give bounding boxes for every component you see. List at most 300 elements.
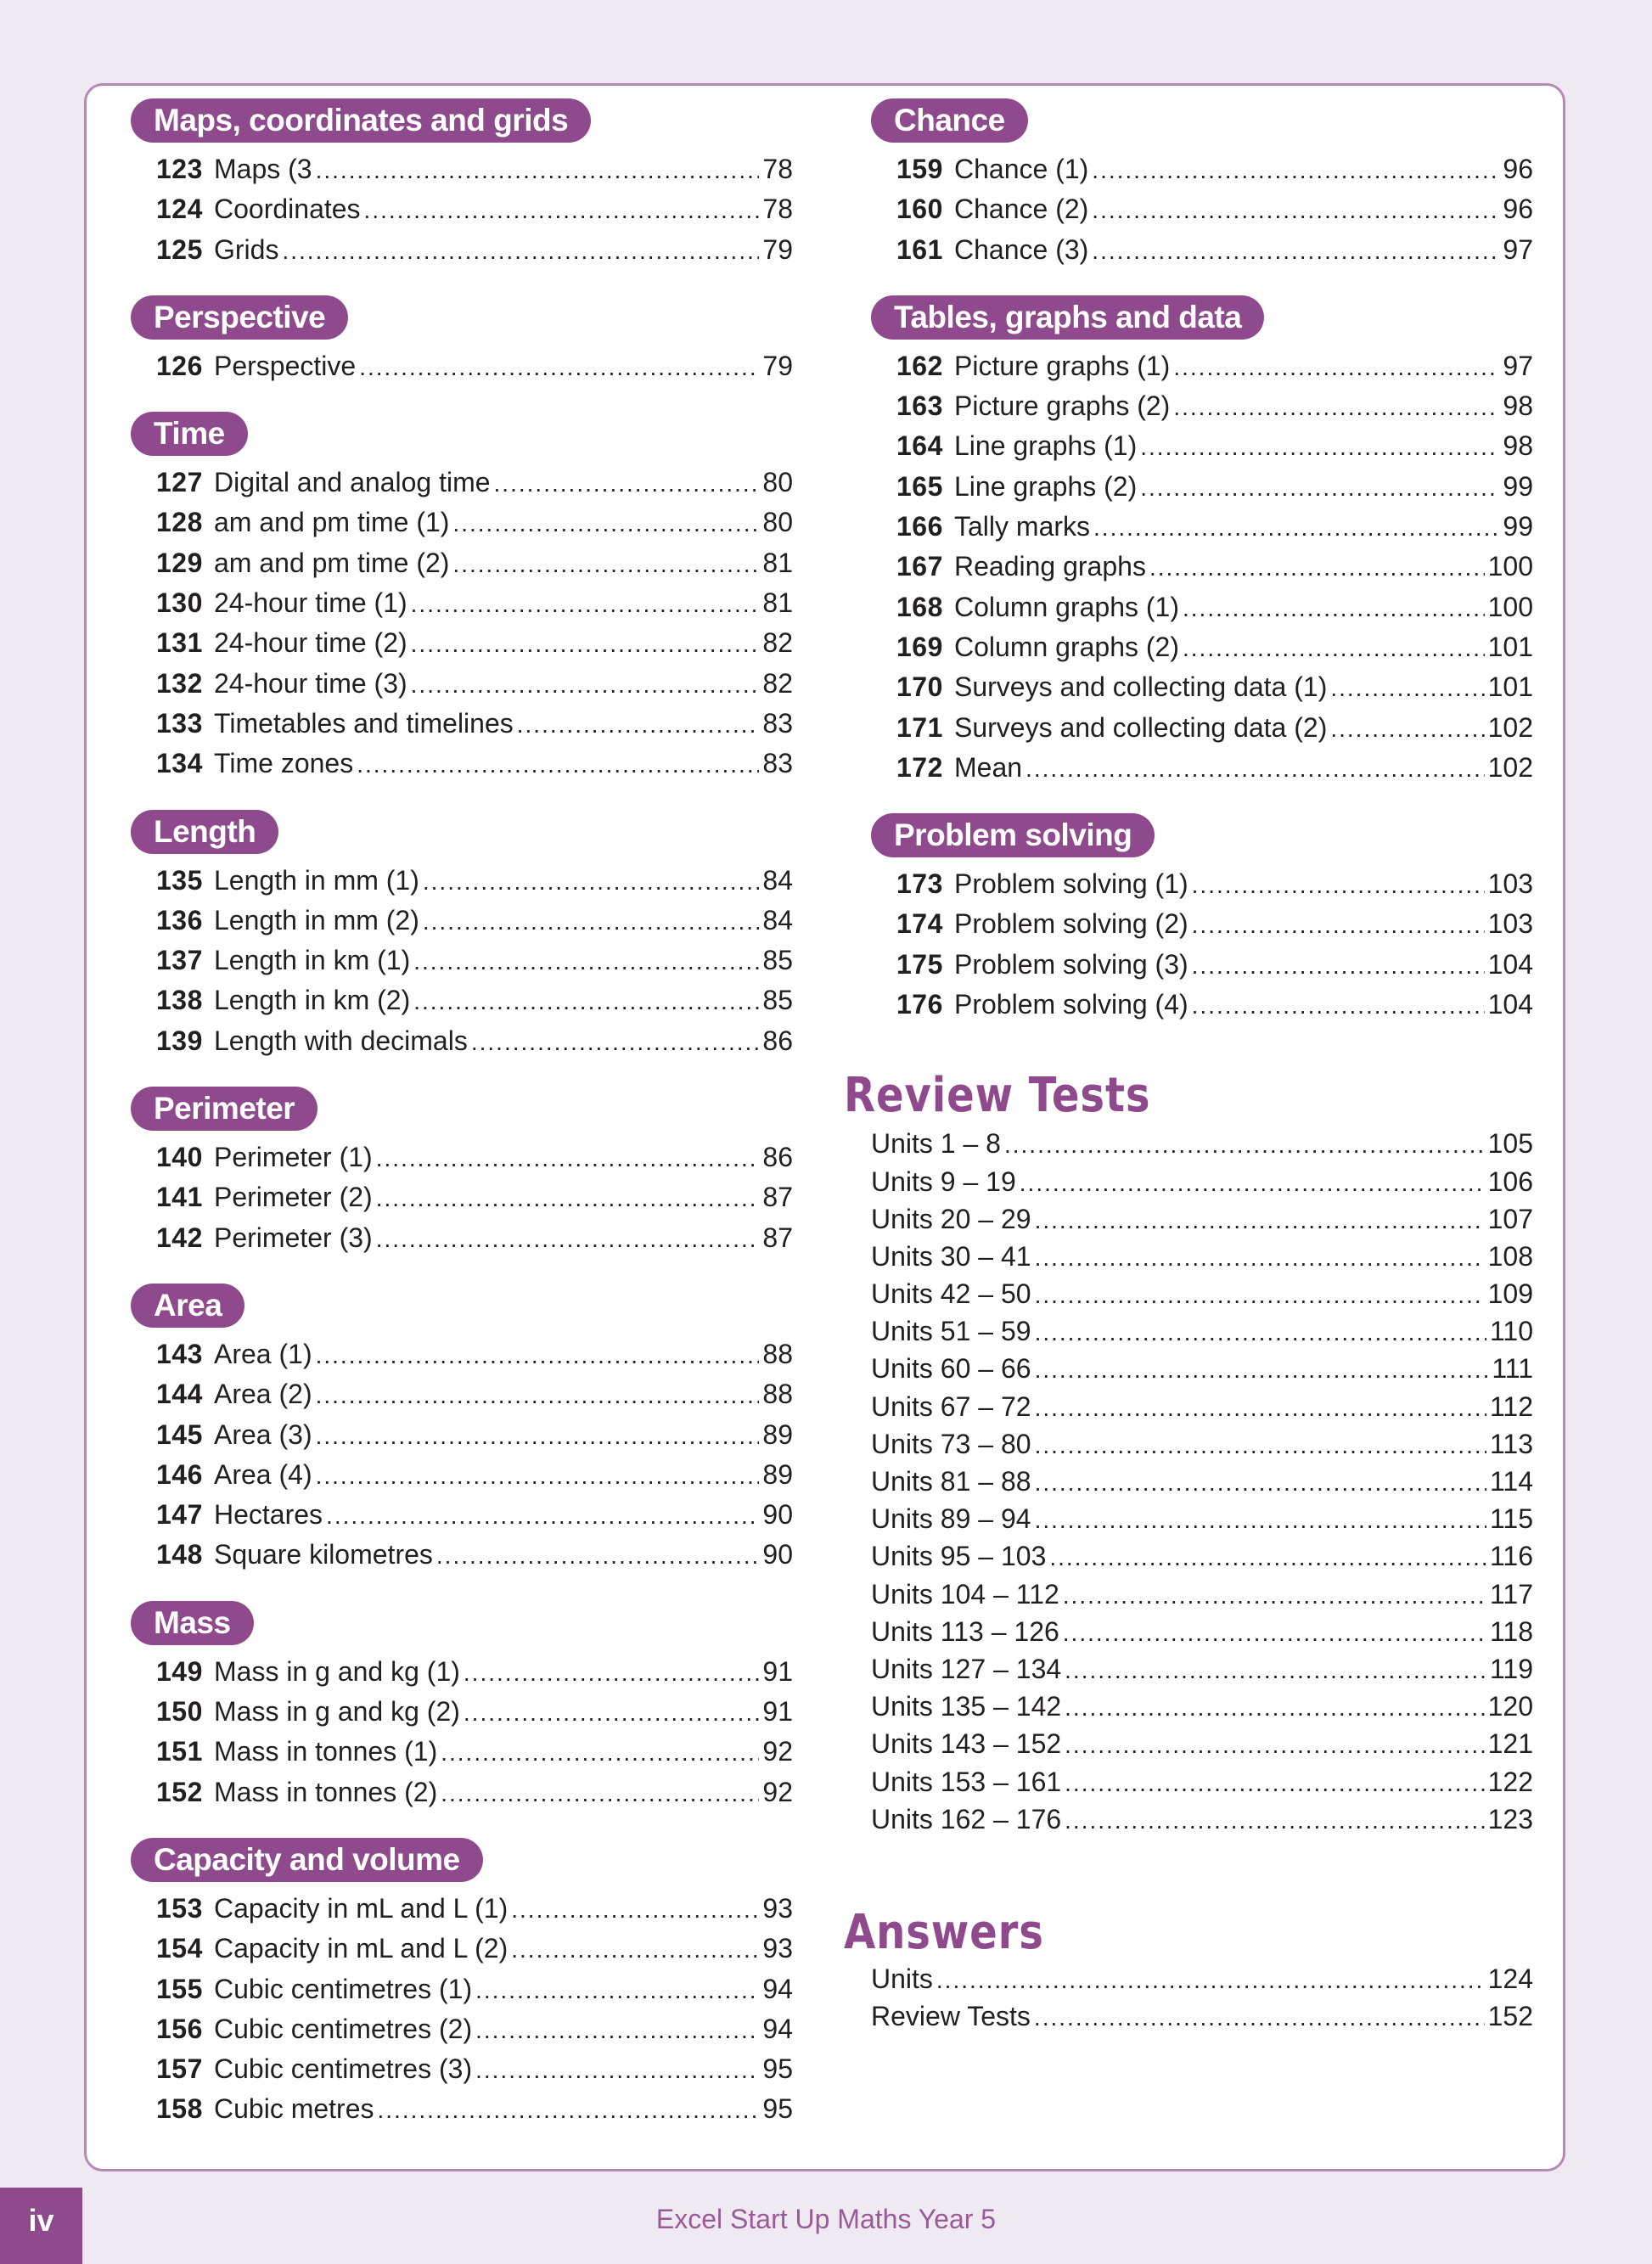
entry-title: Chance (1) xyxy=(954,154,1089,184)
dot-leader xyxy=(452,544,759,584)
entry-title: Problem solving (4) xyxy=(954,989,1188,1020)
page-number-ref: 90 xyxy=(762,1499,793,1531)
toc-entry xyxy=(156,1692,793,1732)
unit-number: 170 xyxy=(896,671,943,703)
page-number-ref: 97 xyxy=(1503,350,1533,381)
toc-entry xyxy=(871,1650,1533,1688)
review-tests-heading: Review Tests xyxy=(844,1068,1151,1124)
toc-entry xyxy=(871,1275,1533,1312)
page-number-ref: 87 xyxy=(762,1222,793,1253)
unit-number: 162 xyxy=(896,350,943,381)
page-number-ref: 95 xyxy=(762,2053,793,2085)
dot-leader xyxy=(1173,347,1499,387)
entry-title: Grids xyxy=(214,233,279,265)
section-entries xyxy=(871,346,1533,788)
toc-entry xyxy=(156,230,793,270)
page-number-ref: 111 xyxy=(1492,1353,1533,1385)
dot-leader xyxy=(1092,231,1499,271)
toc-entry xyxy=(156,664,793,704)
entry-title: Length with decimals xyxy=(214,1025,468,1056)
unit-number: 127 xyxy=(156,467,203,498)
entry-title: Tally marks xyxy=(954,511,1091,542)
toc-entry xyxy=(156,1218,793,1258)
unit-number: 163 xyxy=(896,390,943,422)
toc-entry xyxy=(896,346,1533,386)
contents-section xyxy=(871,813,1533,1025)
toc-entry xyxy=(156,1138,793,1177)
dot-leader xyxy=(441,1733,759,1772)
page-number-ref: 112 xyxy=(1489,1390,1533,1422)
toc-entry xyxy=(156,941,793,980)
section-entries xyxy=(131,346,793,386)
section-heading-pill: Maps, coordinates and grids xyxy=(131,98,591,143)
dot-leader xyxy=(282,231,759,271)
unit-number: 169 xyxy=(896,631,943,662)
dot-leader xyxy=(1004,1126,1485,1164)
unit-number: 157 xyxy=(156,2053,203,2085)
page-number-ref: 92 xyxy=(762,1776,793,1807)
entry-title: Digital and analog time xyxy=(214,467,491,498)
dot-leader xyxy=(376,1178,760,1218)
page-number-ref: 91 xyxy=(762,1696,793,1727)
page-number-ref: 122 xyxy=(1487,1766,1533,1797)
page-number-ref: 97 xyxy=(1503,233,1533,265)
unit-number: 142 xyxy=(156,1222,203,1253)
section-entries xyxy=(871,864,1533,1025)
unit-number: 147 xyxy=(156,1499,203,1531)
entry-title: Mass in tonnes (1) xyxy=(214,1736,438,1767)
unit-number: 161 xyxy=(896,233,943,265)
page-number-ref: 109 xyxy=(1487,1278,1533,1310)
toc-entry xyxy=(156,1455,793,1495)
toc-entry xyxy=(896,904,1533,944)
dot-leader xyxy=(1065,1765,1484,1802)
review-tests-list xyxy=(844,1125,1533,1838)
dot-leader xyxy=(413,941,759,981)
page-number-ref: 89 xyxy=(762,1458,793,1490)
dot-leader xyxy=(423,902,760,941)
entry-title: 24-hour time (2) xyxy=(214,627,407,659)
contents-section xyxy=(131,1087,793,1258)
entry-title: Cubic centimetres (3) xyxy=(214,2053,473,2085)
entry-title: Units 73 – 80 xyxy=(871,1428,1031,1459)
toc-entry xyxy=(871,1613,1533,1650)
unit-number: 166 xyxy=(896,511,943,542)
section-heading-pill: Mass xyxy=(131,1601,254,1645)
entry-title: 24-hour time (3) xyxy=(214,667,407,699)
toc-entry xyxy=(156,543,793,583)
dot-leader xyxy=(1140,427,1499,467)
toc-entry xyxy=(871,1388,1533,1425)
page-number-ref: 94 xyxy=(762,2013,793,2044)
toc-entry xyxy=(156,1772,793,1812)
entry-title: Mass in tonnes (2) xyxy=(214,1776,438,1807)
entry-title: Problem solving (2) xyxy=(954,908,1188,940)
entry-title: Units 30 – 41 xyxy=(871,1240,1031,1272)
dot-leader xyxy=(1035,1277,1485,1314)
toc-entry xyxy=(896,547,1533,587)
page-number-ref: 85 xyxy=(762,945,793,976)
dot-leader xyxy=(1192,905,1485,945)
dot-leader xyxy=(1192,986,1485,1025)
answers-section xyxy=(844,1906,1533,2035)
page-number-ref: 80 xyxy=(762,507,793,538)
answers-heading: Answers xyxy=(844,1904,1044,1960)
dot-leader xyxy=(411,624,760,664)
entry-title: Units 51 – 59 xyxy=(871,1316,1031,1347)
dot-leader xyxy=(1140,468,1499,508)
page-number-ref: 107 xyxy=(1487,1203,1533,1234)
dot-leader xyxy=(413,981,759,1021)
entry-title: Maps (3 xyxy=(214,154,312,184)
entry-title: Units 89 – 94 xyxy=(871,1503,1031,1535)
entry-title: am and pm time (1) xyxy=(214,507,450,538)
toc-entry xyxy=(896,386,1533,426)
page-number: iv xyxy=(28,2203,54,2238)
toc-entry xyxy=(896,985,1533,1025)
entry-title: Units 113 – 126 xyxy=(871,1615,1059,1647)
entry-title: Units 135 – 142 xyxy=(871,1691,1062,1722)
page-number-ref: 117 xyxy=(1489,1578,1533,1610)
entry-title: Line graphs (2) xyxy=(954,470,1138,502)
entry-title: Surveys and collecting data (1) xyxy=(954,671,1328,703)
unit-number: 126 xyxy=(156,350,203,381)
page-number-ref: 81 xyxy=(762,547,793,578)
entry-title: Reading graphs xyxy=(954,551,1146,582)
page-number-ref: 152 xyxy=(1487,2001,1533,2032)
dot-leader xyxy=(1065,1652,1486,1689)
unit-number: 141 xyxy=(156,1182,203,1213)
dot-leader xyxy=(316,1335,760,1375)
dot-leader xyxy=(1065,1689,1484,1727)
dot-leader xyxy=(316,1416,760,1456)
dot-leader xyxy=(1035,1351,1489,1389)
unit-number: 125 xyxy=(156,233,203,265)
entry-title: Units 81 – 88 xyxy=(871,1466,1031,1497)
page-number-ref: 94 xyxy=(762,1973,793,2004)
unit-number: 149 xyxy=(156,1655,203,1687)
page-number-ref: 100 xyxy=(1487,591,1533,622)
entry-title: Area (1) xyxy=(214,1338,312,1369)
page-number-ref: 96 xyxy=(1503,194,1533,225)
dot-leader xyxy=(1035,1464,1486,1502)
toc-entry xyxy=(896,667,1533,707)
dot-leader xyxy=(364,190,760,230)
toc-entry xyxy=(156,149,793,189)
dot-leader xyxy=(1065,1727,1484,1764)
page-number-ref: 105 xyxy=(1487,1128,1533,1160)
page-number-ref: 89 xyxy=(762,1419,793,1450)
toc-entry xyxy=(156,623,793,663)
toc-entry xyxy=(871,1238,1533,1275)
dot-leader xyxy=(475,2050,759,2090)
unit-number: 153 xyxy=(156,1892,203,1924)
entry-title: Perimeter (3) xyxy=(214,1222,373,1253)
dot-leader xyxy=(1093,508,1499,548)
dot-leader xyxy=(376,1219,760,1259)
toc-entry xyxy=(156,1177,793,1217)
toc-entry xyxy=(156,1732,793,1772)
entry-title: Perspective xyxy=(214,350,357,381)
page-number-ref: 108 xyxy=(1487,1240,1533,1272)
page-number-ref: 116 xyxy=(1489,1541,1533,1572)
entry-title: Length in km (2) xyxy=(214,985,411,1016)
footer-book-title: Excel Start Up Maths Year 5 xyxy=(655,2204,997,2234)
page-number-ref: 82 xyxy=(762,627,793,659)
page-number-ref: 102 xyxy=(1487,711,1533,743)
section-heading-pill: Capacity and volume xyxy=(131,1838,483,1882)
dot-leader xyxy=(1035,1502,1486,1539)
unit-number: 164 xyxy=(896,430,943,462)
contents-section xyxy=(131,1601,793,1812)
unit-number: 175 xyxy=(896,948,943,980)
entry-title: Coordinates xyxy=(214,194,361,225)
toc-entry xyxy=(156,1334,793,1374)
page-number-ref: 98 xyxy=(1503,390,1533,422)
page-number-ref: 101 xyxy=(1487,671,1533,703)
entry-title: Problem solving (3) xyxy=(954,948,1188,980)
dot-leader xyxy=(411,665,760,705)
entry-title: Length in km (1) xyxy=(214,945,411,976)
page-number-ref: 101 xyxy=(1487,631,1533,662)
dot-leader xyxy=(1192,946,1485,986)
unit-number: 135 xyxy=(156,864,203,896)
unit-number: 131 xyxy=(156,627,203,659)
toc-entry xyxy=(871,1537,1533,1575)
dot-leader xyxy=(376,1138,760,1178)
page-number-ref: 79 xyxy=(762,350,793,381)
toc-entry xyxy=(896,748,1533,788)
toc-entry xyxy=(871,1463,1533,1500)
unit-number: 146 xyxy=(156,1458,203,1490)
dot-leader xyxy=(359,347,759,387)
dot-leader xyxy=(316,1375,760,1415)
page-number-ref: 82 xyxy=(762,667,793,699)
dot-leader xyxy=(1149,548,1485,587)
entry-title: Units xyxy=(871,1963,933,1994)
unit-number: 154 xyxy=(156,1933,203,1964)
toc-entry xyxy=(896,627,1533,667)
dot-leader xyxy=(936,1962,1485,1999)
unit-number: 137 xyxy=(156,945,203,976)
toc-entry xyxy=(871,1500,1533,1537)
page-number-ref: 113 xyxy=(1489,1428,1533,1459)
toc-entry xyxy=(156,2089,793,2129)
entry-title: Surveys and collecting data (2) xyxy=(954,711,1328,743)
entry-title: Capacity in mL and L (1) xyxy=(214,1892,509,1924)
entry-title: Length in mm (1) xyxy=(214,864,419,896)
toc-entry xyxy=(156,1495,793,1535)
toc-entry xyxy=(871,1763,1533,1801)
page-number-ref: 86 xyxy=(762,1142,793,1173)
page-number-ref: 118 xyxy=(1489,1615,1533,1647)
entry-title: Cubic metres xyxy=(214,2093,374,2125)
page-number-ref: 90 xyxy=(762,1539,793,1570)
toc-entry xyxy=(896,149,1533,189)
page-number-ref: 93 xyxy=(762,1933,793,1964)
dot-leader xyxy=(1183,628,1485,668)
toc-entry xyxy=(871,1200,1533,1238)
page-number-ref: 102 xyxy=(1487,751,1533,783)
dot-leader xyxy=(1049,1539,1486,1576)
unit-number: 158 xyxy=(156,2093,203,2125)
page-number-ref: 98 xyxy=(1503,430,1533,462)
toc-entry xyxy=(896,426,1533,466)
toc-entry xyxy=(156,503,793,542)
toc-entry xyxy=(871,1312,1533,1350)
section-entries xyxy=(131,1138,793,1258)
unit-number: 133 xyxy=(156,707,203,739)
dot-leader xyxy=(316,150,760,190)
answers-list xyxy=(844,1960,1533,2035)
toc-entry xyxy=(156,1021,793,1061)
unit-number: 155 xyxy=(156,1973,203,2004)
unit-number: 172 xyxy=(896,751,943,783)
page-number-ref: 103 xyxy=(1487,868,1533,900)
toc-entry xyxy=(896,945,1533,985)
entry-title: Perimeter (1) xyxy=(214,1142,373,1173)
unit-number: 156 xyxy=(156,2013,203,2044)
dot-leader xyxy=(1035,1314,1486,1351)
dot-leader xyxy=(1173,387,1499,427)
page-number-ref: 84 xyxy=(762,864,793,896)
unit-number: 148 xyxy=(156,1539,203,1570)
toc-entry xyxy=(871,1997,1533,2035)
page-number-ref: 124 xyxy=(1487,1963,1533,1994)
page-number-ref: 85 xyxy=(762,985,793,1016)
page-number-ref: 91 xyxy=(762,1655,793,1687)
section-entries xyxy=(131,463,793,784)
dot-leader xyxy=(1192,865,1485,905)
contents-section xyxy=(131,1838,793,2130)
dot-leader xyxy=(1035,1390,1486,1427)
unit-number: 145 xyxy=(156,1419,203,1450)
toc-entry xyxy=(156,189,793,229)
entry-title: Units 162 – 176 xyxy=(871,1803,1062,1834)
section-heading-pill: Problem solving xyxy=(871,813,1155,857)
toc-entry xyxy=(156,1374,793,1414)
contents-left-column xyxy=(131,98,793,2155)
entry-title: Column graphs (1) xyxy=(954,591,1179,622)
dot-leader xyxy=(511,1930,759,1969)
entry-title: Mass in g and kg (2) xyxy=(214,1696,460,1727)
dot-leader xyxy=(464,1653,760,1693)
entry-title: Units 60 – 66 xyxy=(871,1353,1031,1385)
dot-leader xyxy=(1330,709,1484,749)
toc-entry xyxy=(871,1163,1533,1200)
page-number-ref: 95 xyxy=(762,2093,793,2125)
toc-entry xyxy=(896,467,1533,507)
unit-number: 128 xyxy=(156,507,203,538)
toc-entry xyxy=(871,1688,1533,1725)
page-number-ref: 88 xyxy=(762,1338,793,1369)
dot-leader xyxy=(1183,588,1485,628)
page-number-ref: 115 xyxy=(1489,1503,1533,1535)
toc-entry xyxy=(871,1801,1533,1838)
dot-leader xyxy=(326,1496,759,1536)
toc-entry xyxy=(156,583,793,623)
entry-title: Units 143 – 152 xyxy=(871,1728,1062,1760)
toc-entry xyxy=(896,587,1533,627)
unit-number: 138 xyxy=(156,985,203,1016)
dot-leader xyxy=(1035,1239,1485,1277)
contents-section xyxy=(871,295,1533,788)
dot-leader xyxy=(1035,1427,1486,1464)
unit-number: 136 xyxy=(156,904,203,935)
page-number-ref: 84 xyxy=(762,904,793,935)
entry-title: Capacity in mL and L (2) xyxy=(214,1933,509,1964)
section-entries xyxy=(131,1334,793,1576)
page-number-ref: 83 xyxy=(762,748,793,779)
section-heading-pill: Tables, graphs and data xyxy=(871,295,1264,340)
unit-number: 173 xyxy=(896,868,943,900)
dot-leader xyxy=(494,463,760,503)
unit-number: 129 xyxy=(156,547,203,578)
toc-entry xyxy=(896,189,1533,229)
unit-number: 130 xyxy=(156,587,203,619)
section-heading-pill: Time xyxy=(131,412,248,456)
review-tests-section xyxy=(844,1069,1533,1838)
entry-title: Units 104 – 112 xyxy=(871,1578,1059,1610)
dot-leader xyxy=(475,2010,759,2050)
unit-number: 159 xyxy=(896,154,943,184)
dot-leader xyxy=(1092,190,1499,230)
entry-title: Mass in g and kg (1) xyxy=(214,1655,460,1687)
section-entries xyxy=(131,149,793,270)
entry-title: Picture graphs (1) xyxy=(954,350,1171,381)
entry-title: Cubic centimetres (2) xyxy=(214,2013,473,2044)
dot-leader xyxy=(1065,1802,1484,1840)
entry-title: Perimeter (2) xyxy=(214,1182,373,1213)
contents-section xyxy=(131,98,793,270)
toc-entry xyxy=(896,864,1533,904)
toc-entry xyxy=(156,980,793,1020)
unit-number: 160 xyxy=(896,194,943,225)
page-number-ref: 93 xyxy=(762,1892,793,1924)
dot-leader xyxy=(1025,749,1485,789)
entry-title: Units 1 – 8 xyxy=(871,1128,1001,1160)
entry-title: Units 9 – 19 xyxy=(871,1166,1016,1197)
page-number-ref: 99 xyxy=(1503,470,1533,502)
dot-leader xyxy=(1330,668,1484,708)
toc-entry xyxy=(871,1725,1533,1762)
toc-entry xyxy=(156,1652,793,1692)
unit-number: 134 xyxy=(156,748,203,779)
entry-title: Square kilometres xyxy=(214,1539,433,1570)
page-number-ref: 119 xyxy=(1489,1653,1533,1684)
entry-title: Picture graphs (2) xyxy=(954,390,1171,422)
contents-right-column xyxy=(844,98,1533,2035)
unit-number: 167 xyxy=(896,551,943,582)
dot-leader xyxy=(441,1773,759,1813)
unit-number: 140 xyxy=(156,1142,203,1173)
contents-section xyxy=(871,98,1533,270)
entry-title: Cubic centimetres (1) xyxy=(214,1973,473,2004)
toc-entry xyxy=(156,901,793,941)
dot-leader xyxy=(511,1890,759,1930)
contents-section xyxy=(131,412,793,784)
toc-entry xyxy=(871,1350,1533,1387)
toc-entry xyxy=(156,744,793,784)
entry-title: Chance (3) xyxy=(954,233,1089,265)
entry-title: Units 20 – 29 xyxy=(871,1203,1031,1234)
entry-title: Units 153 – 161 xyxy=(871,1766,1062,1797)
unit-number: 165 xyxy=(896,470,943,502)
page-number-ref: 83 xyxy=(762,707,793,739)
dot-leader xyxy=(1063,1577,1486,1615)
section-heading-pill: Perimeter xyxy=(131,1087,317,1131)
dot-leader xyxy=(471,1022,760,1062)
